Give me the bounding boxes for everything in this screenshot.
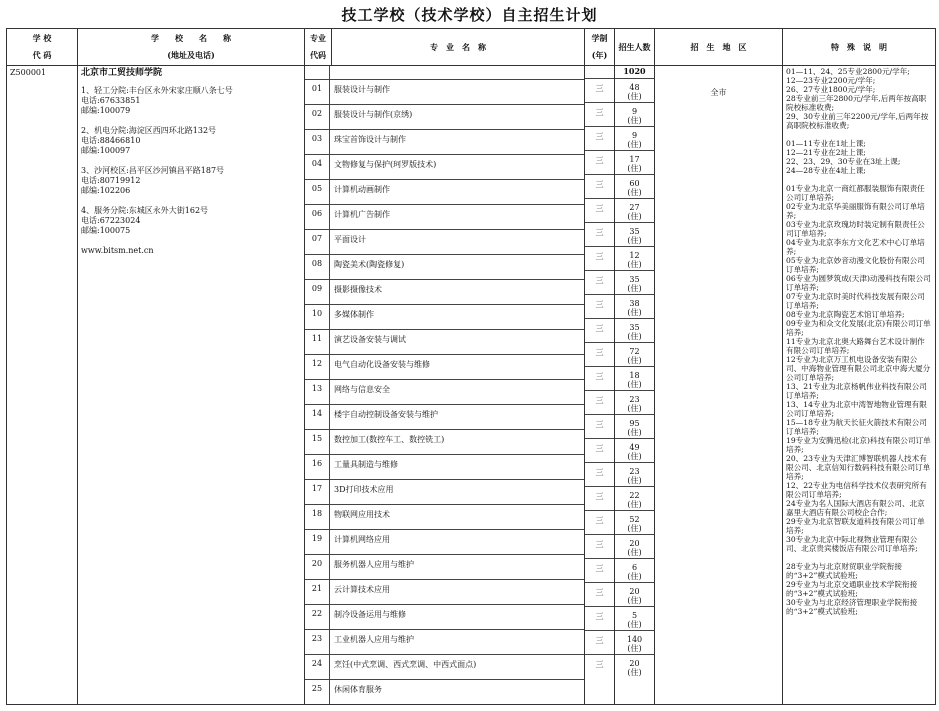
major-name: 数控加工(数控车工、数控铣工) (329, 430, 584, 454)
enroll-count: 20 (629, 587, 640, 596)
remark-line: 28专业前三年2800元/学年,后两年按高职院校标准收费; (786, 94, 927, 112)
major-row (305, 455, 584, 480)
remark-line: 22、23、29、30专业在3址上课; (786, 157, 901, 166)
enroll-count: 52 (629, 515, 640, 524)
major-duration: 三 (595, 660, 604, 669)
remark-line: 19专业为安腾迅检(北京)科技有限公司订单培养; (786, 436, 931, 454)
enroll-count: 60 (629, 179, 640, 188)
remarks-group (786, 139, 932, 175)
campus-block (81, 166, 301, 196)
enroll-note: (住) (627, 620, 642, 629)
school-website: www.bitsm.net.cn (81, 246, 154, 255)
major-enroll (615, 487, 654, 511)
major-enroll (615, 295, 654, 319)
campus-line2: 电话:67633851 (81, 96, 141, 105)
campus-line3: 邮编:100075 (81, 226, 131, 235)
major-name: 烹饪(中式烹调、西式烹调、中西式面点) (329, 655, 584, 679)
major-name: 工量具制造与维修 (329, 455, 584, 479)
header-region: 招 生 地 区 (655, 29, 783, 66)
header-row (7, 29, 936, 66)
remark-line: 05专业为北京妙音动漫文化股份有限公司订单培养; (786, 256, 925, 274)
major-row (305, 505, 584, 530)
major-duration: 三 (585, 535, 614, 559)
remark-line: 30专业为与北京经济管理职业学院衔接的“3+2”模式试验班; (786, 598, 918, 616)
enroll-note: (住) (627, 236, 642, 245)
major-code: 25 (311, 684, 323, 693)
campus-line1: 2、机电分院:海淀区西四环北路132号 (81, 126, 217, 135)
major-row (305, 255, 584, 280)
major-name: 服装设计与制作(京绣) (329, 105, 584, 129)
remark-line: 29、30专业前三年2200元/学年,后两年按高职院校标准收费; (786, 112, 929, 130)
major-row (305, 680, 584, 704)
major-name: 文物修复与保护(珂罗版技术) (329, 155, 584, 179)
enroll-note: (住) (627, 116, 642, 125)
major-row (305, 630, 584, 655)
major-code: 12 (311, 359, 323, 368)
major-duration: 三 (585, 631, 614, 655)
major-duration: 三 (585, 559, 614, 583)
major-name: 楼宇自动控制设备安装与维护 (329, 405, 584, 429)
enroll-note: (住) (627, 308, 642, 317)
campus-line1: 1、轻工分院:丰台区永外宋家庄顺八条七号 (81, 86, 233, 95)
enroll-count: 27 (629, 203, 640, 212)
enroll-note: (住) (627, 428, 642, 437)
school-name: 北京市工贸技师学院 (81, 68, 163, 78)
header-enroll: 招生人数 (615, 29, 655, 66)
major-name: 陶瓷美术(陶瓷修复) (329, 255, 584, 279)
major-row (305, 430, 584, 455)
campus-block (81, 126, 301, 156)
major-code: 08 (311, 259, 323, 268)
major-code: 19 (311, 534, 323, 543)
header-duration: 学制 (年) (585, 29, 615, 66)
major-duration: 三 (585, 151, 614, 175)
major-name: 电气自动化设备安装与维修 (329, 355, 584, 379)
remark-line: 04专业为北京李东方文化艺术中心订单培养; (786, 238, 925, 256)
remark-line: 13、21专业为北京杨帆伟业科技有限公司订单培养; (786, 382, 927, 400)
major-row (305, 555, 584, 580)
major-name: 多媒体制作 (329, 305, 584, 329)
major-duration: 三 (585, 127, 614, 151)
campus-line2: 电话:67223024 (81, 216, 141, 225)
major-duration: 三 (585, 415, 614, 439)
enroll-count: 35 (629, 323, 640, 332)
enroll-note: (住) (627, 644, 642, 653)
remark-line: 02专业为北京华美丽服饰有限公司订单培养; (786, 202, 925, 220)
major-row (305, 480, 584, 505)
campus-block (81, 206, 301, 236)
remark-line: 24—28专业在4址上课; (786, 166, 866, 175)
major-duration: 三 (585, 439, 614, 463)
major-enroll (615, 391, 654, 415)
remark-line: 15—18专业为航天长征火箭技术有限公司订单培养; (786, 418, 927, 436)
remark-line: 13、14专业为北京中湾智地物业管理有限公司订单培养; (786, 400, 927, 418)
enroll-count: 48 (629, 83, 640, 92)
major-enroll (615, 79, 654, 103)
major-row (305, 330, 584, 355)
total-row-spacer (305, 66, 584, 80)
major-row (305, 380, 584, 405)
header-remarks: 特 殊 说 明 (783, 29, 936, 66)
region-value: 全市 (710, 88, 727, 97)
major-duration: 三 (585, 247, 614, 271)
enroll-note: (住) (627, 500, 642, 509)
page-title: 技工学校（技术学校）自主招生计划 (341, 6, 598, 24)
enroll-note: (住) (627, 524, 642, 533)
campus-line3: 邮编:102206 (81, 186, 131, 195)
enroll-count: 20 (629, 539, 640, 548)
major-enroll (615, 367, 654, 391)
major-enroll (615, 103, 654, 127)
major-enroll (615, 583, 654, 607)
major-row (305, 355, 584, 380)
remark-line: 24专业为名人国际大酒店有限公司、北京嘉里大酒店有限公司校企合作; (786, 499, 925, 517)
major-enroll (615, 439, 654, 463)
remark-line: 11专业为北京北奥大路舞台艺术设计制作有限公司订单培养; (786, 337, 925, 355)
enroll-count: 35 (629, 227, 640, 236)
major-name: 物联网应用技术 (329, 505, 584, 529)
remarks-group (786, 67, 932, 130)
header-school-code: 学 校 代 码 (7, 29, 78, 66)
major-row (305, 655, 584, 680)
major-name: 平面设计 (329, 230, 584, 254)
enroll-note: (住) (627, 188, 642, 197)
header-school-name: 学 校 名 称 (地址及电话) (78, 29, 305, 66)
region-cell (655, 66, 783, 705)
remark-line: 09专业为和众文化发展(北京)有限公司订单培养; (786, 319, 931, 337)
major-code: 04 (311, 159, 323, 168)
major-enroll (615, 271, 654, 295)
enroll-count: 35 (629, 275, 640, 284)
major-row (305, 280, 584, 305)
major-row (305, 605, 584, 630)
campus-block (81, 86, 301, 116)
enroll-count: 23 (629, 395, 640, 404)
enroll-note: (住) (627, 164, 642, 173)
header-major-name: 专 业 名 称 (332, 29, 585, 66)
major-duration: 三 (585, 295, 614, 319)
major-enroll (615, 631, 654, 655)
campus-line2: 电话:80719912 (81, 176, 141, 185)
major-name: 摄影摄像技术 (329, 280, 584, 304)
major-row (305, 155, 584, 180)
major-duration: 三 (585, 79, 614, 103)
major-duration: 三 (585, 607, 614, 631)
major-row (305, 305, 584, 330)
major-enroll (615, 223, 654, 247)
enroll-count: 6 (631, 563, 638, 572)
enroll-count: 9 (631, 131, 638, 140)
campus-line3: 邮编:100079 (81, 106, 131, 115)
major-duration: 三 (585, 319, 614, 343)
enroll-note: (住) (627, 212, 642, 221)
major-duration: 三 (585, 199, 614, 223)
enroll-count: 23 (629, 467, 640, 476)
remark-line: 01—11、24、25专业2800元/学年; (786, 67, 910, 76)
remark-line: 20、23专业为天津汇博智联机器人技术有限公司、北京信知行数码科技有限公司订单培养; (786, 454, 931, 481)
enroll-count: 9 (631, 107, 638, 116)
major-code: 20 (311, 559, 323, 568)
major-code: 17 (311, 484, 323, 493)
remark-line: 26、27专业1800元/学年; (786, 85, 876, 94)
enroll-count: 140 (626, 635, 643, 644)
enroll-count: 49 (629, 443, 640, 452)
major-name: 服务机器人应用与维护 (329, 555, 584, 579)
enroll-note: (住) (627, 260, 642, 269)
major-enroll (615, 655, 654, 679)
campus-line3: 邮编:100097 (81, 146, 131, 155)
major-code: 16 (311, 459, 323, 468)
remark-line: 01—11专业在1址上课; (786, 139, 866, 148)
major-name: 珠宝首饰设计与制作 (329, 130, 584, 154)
major-row (305, 105, 584, 130)
major-code: 06 (311, 209, 323, 218)
major-row (305, 580, 584, 605)
major-duration: 三 (585, 271, 614, 295)
major-name: 3D打印技术应用 (329, 480, 584, 504)
campus-line1: 3、沙河校区:昌平区沙河镇昌平路187号 (81, 166, 225, 175)
remark-line: 12专业为北京万工机电设备安装有限公司、中海物业管理有限公司北京中海大厦分公司订单培养; (786, 355, 931, 382)
major-duration: 三 (585, 367, 614, 391)
major-enroll (615, 319, 654, 343)
major-duration: 三 (585, 175, 614, 199)
enroll-count: 18 (629, 371, 640, 380)
major-duration: 三 (585, 583, 614, 607)
enroll-note: (住) (627, 140, 642, 149)
header-major-code: 专业 代码 (305, 29, 332, 66)
major-enroll (615, 151, 654, 175)
major-name: 计算机动画制作 (329, 180, 584, 204)
remark-line: 08专业为北京陶瓷艺术馆订单培养; (786, 310, 905, 319)
enroll-note: (住) (627, 548, 642, 557)
major-code: 23 (311, 634, 323, 643)
enroll-note: (住) (627, 284, 642, 293)
major-duration: 三 (585, 487, 614, 511)
remark-line: 01专业为北京一商红都服装服饰有限责任公司订单培养; (786, 184, 925, 202)
enroll-note: (住) (627, 668, 642, 677)
remark-line: 07专业为北京时美时代科技发展有限公司订单培养; (786, 292, 925, 310)
major-duration: 三 (585, 463, 614, 487)
major-enroll (615, 511, 654, 535)
major-enroll (615, 127, 654, 151)
enroll-note: (住) (627, 596, 642, 605)
major-code: 10 (311, 309, 323, 318)
major-name: 计算机广告制作 (329, 205, 584, 229)
enroll-list (615, 66, 655, 705)
major-duration: 三 (585, 343, 614, 367)
enroll-count: 72 (629, 347, 640, 356)
enroll-note: (住) (627, 572, 642, 581)
enroll-count: 17 (629, 155, 640, 164)
major-code: 02 (311, 109, 323, 118)
enroll-count: 20 (629, 659, 640, 668)
remarks-cell (783, 66, 936, 705)
enroll-note: (住) (627, 92, 642, 101)
major-code: 22 (311, 609, 323, 618)
remarks-group (786, 562, 932, 616)
major-duration: 三 (585, 223, 614, 247)
major-enroll (615, 343, 654, 367)
major-code: 21 (311, 584, 323, 593)
enroll-count: 95 (629, 419, 640, 428)
major-code: 07 (311, 234, 323, 243)
major-row (305, 405, 584, 430)
duration-list (585, 66, 615, 705)
campus-line2: 电话:88466810 (81, 136, 141, 145)
enroll-note: (住) (627, 380, 642, 389)
enroll-note: (住) (627, 356, 642, 365)
major-code: 13 (311, 384, 323, 393)
major-row (305, 205, 584, 230)
remark-line: 12—21专业在2址上课; (786, 148, 866, 157)
major-name: 云计算技术应用 (329, 580, 584, 604)
remark-line: 30专业为北京中际北视物业管理有限公司、北京贵宾楼饭店有限公司订单培养; (786, 535, 918, 553)
major-code: 15 (311, 434, 323, 443)
major-name: 服装设计与制作 (329, 80, 584, 104)
remark-line: 28专业为与北京财贸职业学院衔接的“3+2”模式试验班; (786, 562, 902, 580)
major-enroll (615, 559, 654, 583)
major-name: 计算机网络应用 (329, 530, 584, 554)
enroll-note: (住) (627, 452, 642, 461)
remarks-group (786, 184, 932, 553)
major-enroll (615, 247, 654, 271)
major-code: 14 (311, 409, 323, 418)
major-code: 03 (311, 134, 323, 143)
remark-line: 29专业为与北京交通职业技术学院衔接的“3+2”模式试验班; (786, 580, 918, 598)
major-enroll (615, 415, 654, 439)
remark-line: 12、22专业为电信科学技术仪表研究所有限公司订单培养; (786, 481, 927, 499)
major-enroll (615, 175, 654, 199)
enroll-note: (住) (627, 476, 642, 485)
major-duration: 三 (585, 511, 614, 535)
major-code: 24 (311, 659, 323, 668)
major-name: 工业机器人应用与维护 (329, 630, 584, 654)
major-code: 01 (311, 84, 323, 93)
school-row (7, 66, 936, 705)
major-row (305, 230, 584, 255)
major-code: 05 (311, 184, 323, 193)
major-duration: 三 (585, 103, 614, 127)
major-name: 休闲体育服务 (329, 680, 584, 704)
major-enroll (615, 607, 654, 631)
major-enroll (615, 199, 654, 223)
remark-line: 03专业为北京玫瑰坊时装定制有限责任公司订单培养; (786, 220, 925, 238)
enroll-note: (住) (627, 332, 642, 341)
major-enroll (615, 535, 654, 559)
remark-line: 29专业为北京智联友道科技有限公司订单培养; (786, 517, 925, 535)
major-code: 18 (311, 509, 323, 518)
enroll-note: (住) (627, 404, 642, 413)
school-info (78, 66, 305, 705)
remark-line: 12—23专业2200元/学年; (786, 76, 876, 85)
majors-list (305, 66, 585, 705)
major-duration: 三 (585, 391, 614, 415)
major-row (305, 530, 584, 555)
major-code: 09 (311, 284, 323, 293)
major-code: 11 (311, 334, 323, 343)
enrollment-table (6, 28, 936, 705)
enroll-count: 38 (629, 299, 640, 308)
school-code: Z500001 (7, 66, 78, 705)
enroll-count: 22 (629, 491, 640, 500)
major-row (305, 180, 584, 205)
major-row (305, 130, 584, 155)
major-row (305, 80, 584, 105)
major-enroll (615, 463, 654, 487)
major-name: 演艺设备安装与调试 (329, 330, 584, 354)
remark-line: 06专业为圆梦筑成(天津)动漫科技有限公司订单培养; (786, 274, 931, 292)
enroll-total: 1020 (615, 66, 654, 79)
major-name: 制冷设备运用与维修 (329, 605, 584, 629)
enroll-count: 12 (629, 251, 640, 260)
major-name: 网络与信息安全 (329, 380, 584, 404)
enroll-count: 5 (631, 611, 638, 620)
campus-line1: 4、服务分院:东城区永外大街162号 (81, 206, 209, 215)
